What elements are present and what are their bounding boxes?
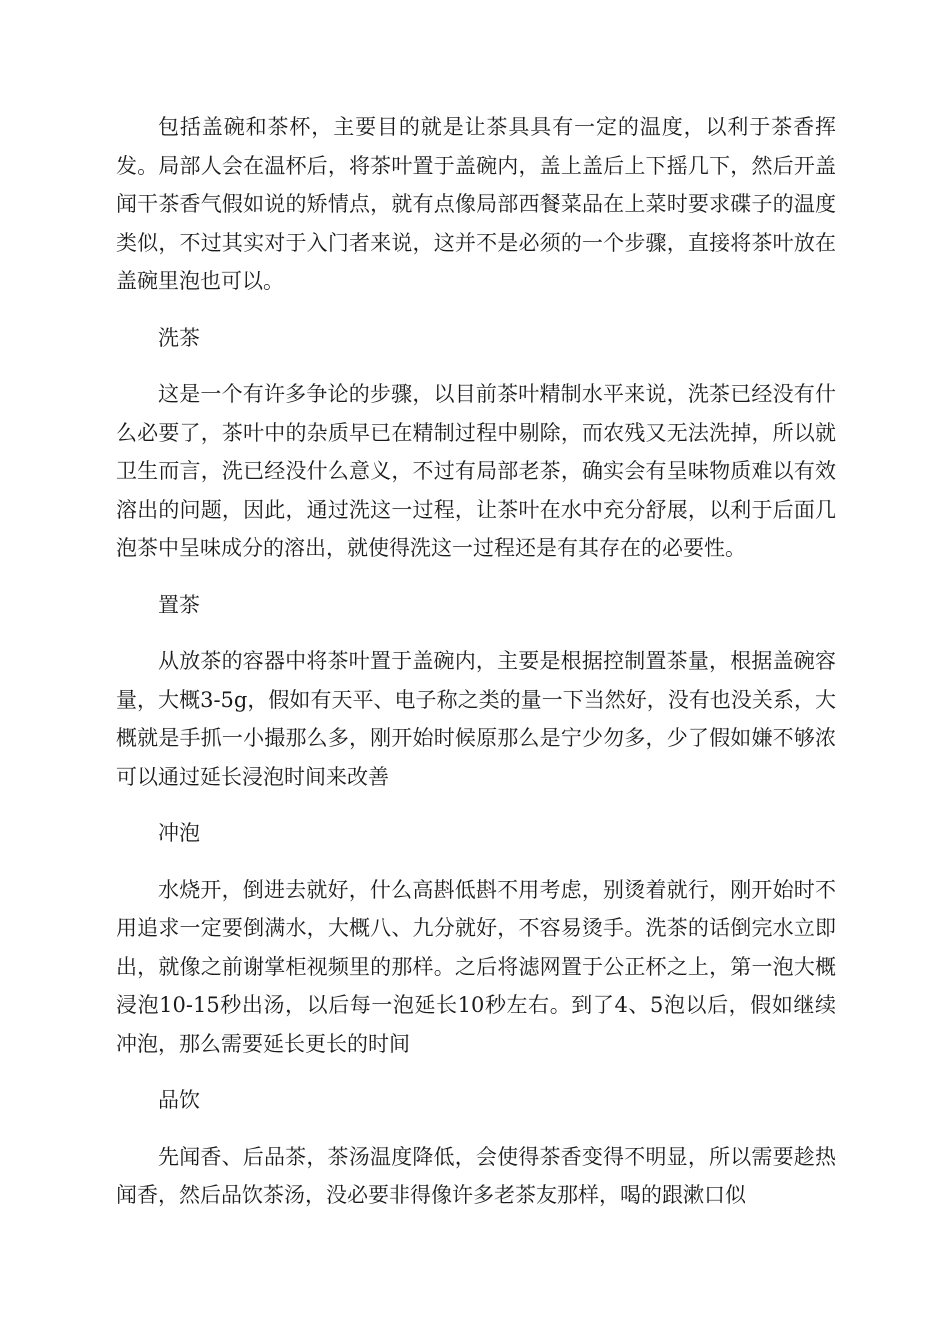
paragraph-place-tea: 从放茶的容器中将茶叶置于盖碗内，主要是根据控制置茶量，根据盖碗容量，大概3-5g，假如有天平、电子称之类的量一下当然好，没有也没关系，大概就是手抓一小撮那么多，刚开始时候原那么是宁少勿多，少了假如嫌不够浓可以通过延长浸泡时间来改善 [116, 649, 836, 789]
heading-wash-tea: 洗茶 [158, 325, 200, 350]
paragraph-taste: 先闻香、后品茶，茶汤温度降低，会使得茶香变得不明显，所以需要趁热闻香，然后品饮茶汤，没必要非得像许多老茶友那样，喝的跟漱口似 [116, 1144, 836, 1207]
heading-brew: 冲泡 [158, 821, 200, 845]
paragraph-warming-cups: 包括盖碗和茶杯，主要目的就是让茶具具有一定的温度，以利于茶香挥发。局部人会在温杯后，将茶叶置于盖碗内，盖上盖后上下摇几下，然后开盖闻干茶香气假如说的矫情点，就有点像局部西餐菜品在上菜时要求碟子的温度类似，不过其实对于入门者来说，这并不是必须的一个步骤，直接将茶叶放在盖碗里泡也可以。 [116, 115, 836, 293]
document-page [116, 108, 836, 1233]
paragraph-wash-tea: 这是一个有许多争论的步骤，以目前茶叶精制水平来说，洗茶已经没有什么必要了，茶叶中的杂质早已在精制过程中剔除，而农残又无法洗掉，所以就卫生而言，洗已经没什么意义，不过有局部老茶，确实会有呈味物质难以有效溶出的问题，因此，通过洗这一过程，让茶叶在水中充分舒展，以利于后面几泡茶中呈味成分的溶出，就使得洗这一过程还是有其存在的必要性。 [116, 382, 836, 560]
heading-taste: 品饮 [158, 1088, 200, 1112]
paragraph-brew: 水烧开，倒进去就好，什么高斟低斟不用考虑，别烫着就行，刚开始时不用追求一定要倒满水，大概八、九分就好，不容易烫手。洗茶的话倒完水立即出，就像之前谢掌柜视频里的那样。之后将滤网置于公正杯之上，第一泡大概浸泡10-15秒出汤，以后每一泡延长10秒左右。到了4、5泡以后，假如继续冲泡，那么需要延长更长的时间 [116, 877, 836, 1056]
heading-place-tea: 置茶 [158, 592, 200, 617]
